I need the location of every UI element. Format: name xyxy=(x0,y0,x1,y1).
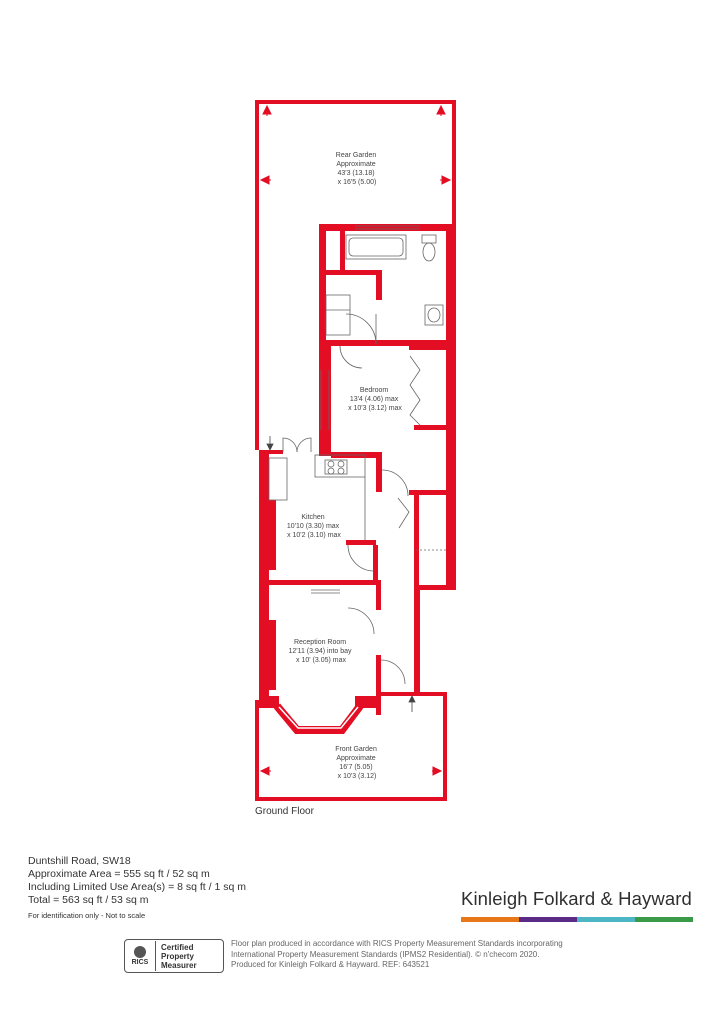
rics-certified-text xyxy=(156,943,197,970)
floor-label: Ground Floor xyxy=(255,806,314,817)
brand-stripe xyxy=(519,917,577,922)
rear-garden-label: Rear Garden Approximate 43'3 (13.18) x 16'5 (5.00) xyxy=(335,152,377,186)
disclaimer-line: Floor plan produced in accordance with RICS Property Measurement Standards incorporating xyxy=(231,939,563,948)
limited-use-area: Including Limited Use Area(s) = 8 sq ft / 1 sq m xyxy=(28,881,246,893)
rics-abbr: RICS xyxy=(131,959,149,966)
rics-line: Certified xyxy=(161,942,194,952)
address: Duntshill Road, SW18 xyxy=(28,855,131,867)
rics-badge xyxy=(124,939,224,973)
rics-logo-icon xyxy=(134,946,146,958)
disclaimer xyxy=(231,939,563,971)
brand-stripe xyxy=(635,917,693,922)
disclaimer-line: Produced for Kinleigh Folkard & Hayward. REF: 643521 xyxy=(231,960,430,969)
brand-stripe xyxy=(461,917,519,922)
brand-stripes xyxy=(461,917,693,922)
identification-note: For identification only - Not to scale xyxy=(28,911,146,920)
reception-room-label: Reception Room 12'11 (3.94) into bay x 10' (3.05) max xyxy=(288,639,352,664)
disclaimer-line: International Property Measurement Standards (IPMS2 Residential). © n'checom 2020. xyxy=(231,949,540,959)
rics-line: Measurer xyxy=(161,960,197,970)
bedroom-label: Bedroom 13'4 (4.06) max x 10'3 (3.12) max xyxy=(348,387,402,412)
total-area: Total = 563 sq ft / 53 sq m xyxy=(28,894,149,906)
building-walls xyxy=(259,224,456,715)
property-info xyxy=(28,855,246,922)
approximate-area: Approximate Area = 555 sq ft / 52 sq m xyxy=(28,868,210,880)
agency-name: Kinleigh Folkard & Hayward xyxy=(461,888,692,909)
rics-logo xyxy=(125,941,156,971)
kitchen-label: Kitchen 10'10 (3.30) max x 10'2 (3.10) max xyxy=(286,514,341,539)
rics-line: Property xyxy=(161,951,194,961)
brand-stripe xyxy=(577,917,635,922)
front-garden-label: Front Garden Approximate 16'7 (5.05) x 10'3 (3.12) xyxy=(335,746,377,780)
